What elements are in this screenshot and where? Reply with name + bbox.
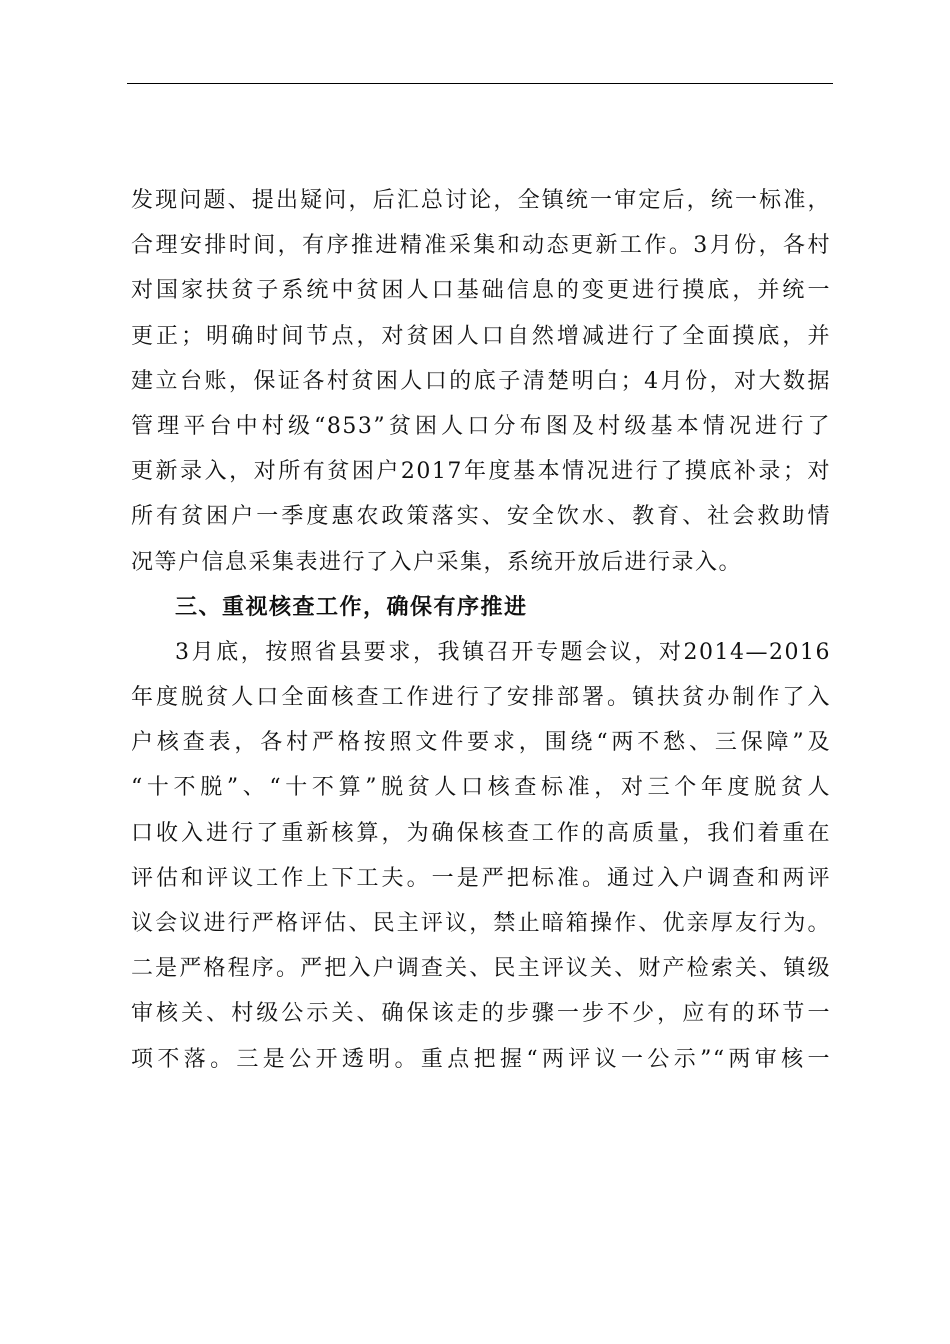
paragraph-line: 建立台账，保证各村贫困人口的底子清楚明白；4月份，对大数据 [131,368,831,394]
paragraph-line: 所有贫困户一季度惠农政策落实、安全饮水、教育、社会救助情 [131,504,831,530]
paragraph-line: 年度脱贫人口全面核查工作进行了安排部署。镇扶贫办制作了入 [131,685,831,711]
paragraph-line: 项不落。三是公开透明。重点把握“两评议一公示”“两审核一 [131,1046,831,1072]
paragraph-line: 议会议进行严格评估、民主评议，禁止暗箱操作、优亲厚友行为。 [131,911,831,936]
paragraph-line: 况等户信息采集表进行了入户采集，系统开放后进行录入。 [131,549,743,575]
paragraph-line: 合理安排时间，有序推进精准采集和动态更新工作。3月份，各村 [131,233,831,259]
paragraph-line: 更正；明确时间节点，对贫困人口自然增减进行了全面摸底，并 [131,323,831,349]
paragraph-line: 3月底，按照省县要求，我镇召开专题会议，对2014—2016 [175,639,831,665]
paragraph-line: 审核关、村级公示关、确保该走的步骤一步不少，应有的环节一 [131,1001,831,1027]
paragraph-line: 评估和评议工作上下工夫。一是严把标准。通过入户调查和两评 [131,865,831,891]
paragraph-line: 二是严格程序。严把入户调查关、民主评议关、财产检索关、镇级 [131,956,831,982]
body-text [131,178,831,1082]
paragraph-line: 发现问题、提出疑问，后汇总讨论，全镇统一审定后，统一标准， [131,188,831,213]
paragraph-line: 对国家扶贫子系统中贫困人口基础信息的变更进行摸底，并统一 [131,278,831,304]
paragraph-line: 更新录入，对所有贫困户2017年度基本情况进行了摸底补录；对 [131,459,831,485]
paragraph-line: “十不脱”、“十不算”脱贫人口核查标准，对三个年度脱贫人 [131,775,831,801]
header-rule [127,83,833,84]
paragraph-line: 管理平台中村级“853”贫困人口分布图及村级基本情况进行了 [131,413,831,439]
paragraph-line: 口收入进行了重新核算，为确保核查工作的高质量，我们着重在 [131,820,831,846]
paragraph-line: 户核查表，各村严格按照文件要求，围绕“两不愁、三保障”及 [131,730,831,756]
section-heading: 三、重视核查工作，确保有序推进 [175,594,528,620]
